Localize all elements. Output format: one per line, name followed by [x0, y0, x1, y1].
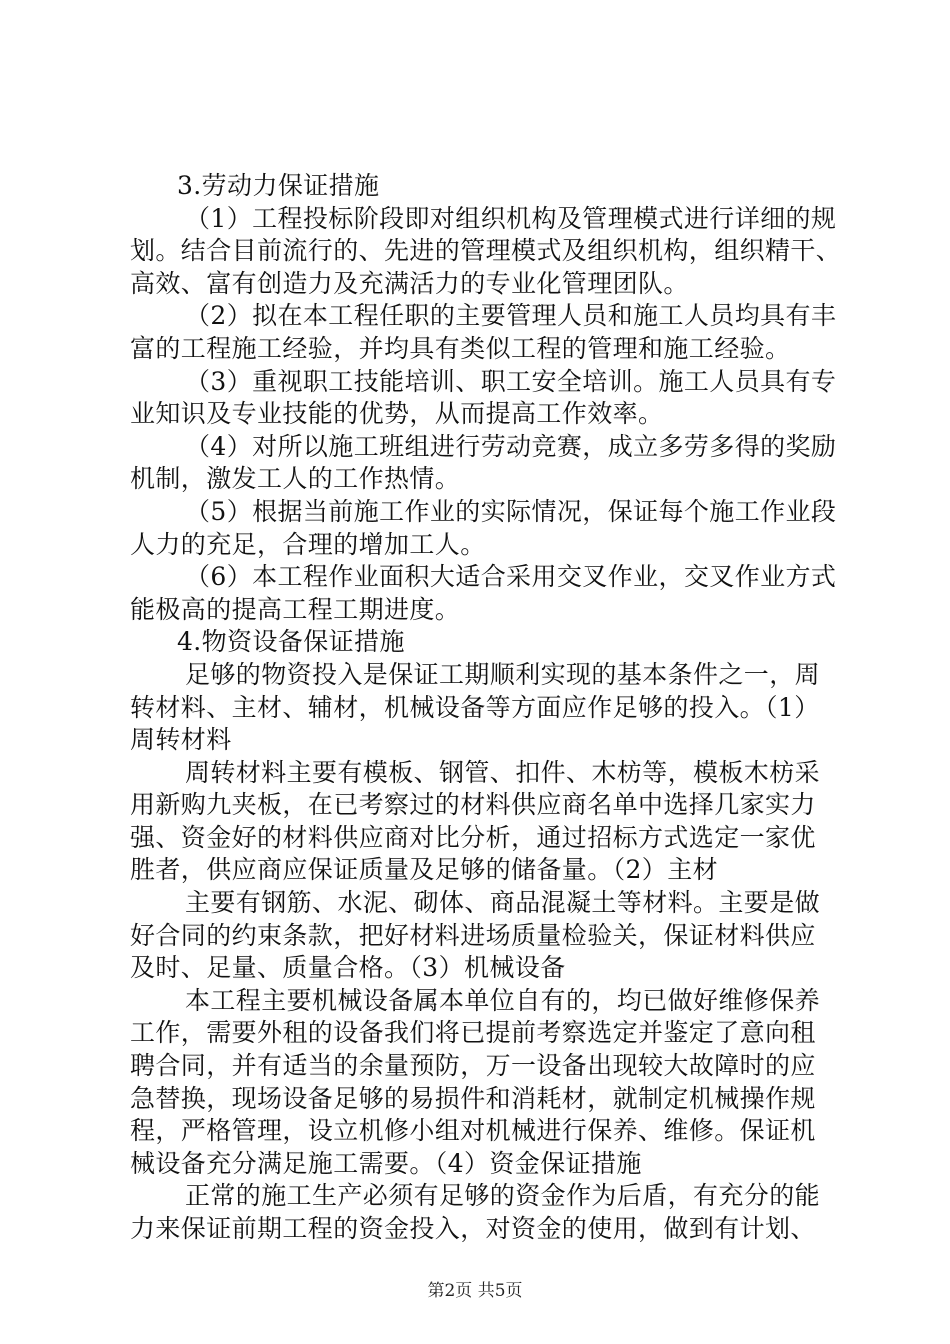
paragraph-line: 划。结合目前流行的、先进的管理模式及组织机构，组织精干、: [130, 236, 842, 266]
paragraph-line: 胜者，供应商应保证质量及足够的储备量。（2）主材: [130, 855, 719, 885]
paragraph-line: （5）根据当前施工作业的实际情况，保证每个施工作业段: [185, 496, 837, 526]
paragraph-line: 及时、足量、质量合格。（3）机械设备: [130, 953, 566, 983]
paragraph-line: 急替换，现场设备足够的易损件和消耗材，就制定机械操作规: [130, 1083, 816, 1113]
paragraph-line: 周转材料主要有模板、钢管、扣件、木枋等，模板木枋采: [185, 757, 821, 787]
section-heading: 4.物资设备保证措施: [177, 627, 405, 657]
paragraph-line: 转材料、主材、辅材，机械设备等方面应作足够的投入。（1）: [130, 692, 820, 722]
paragraph-line: 主要有钢筋、水泥、砌体、商品混凝土等材料。主要是做: [185, 888, 821, 918]
paragraph-line: 富的工程施工经验，并均具有类似工程的管理和施工经验。: [130, 333, 791, 363]
paragraph-line: （3）重视职工技能培训、职工安全培训。施工人员具有专: [185, 366, 837, 396]
page-footer: 第2页 共5页: [427, 1281, 523, 1301]
paragraph-line: 聘合同，并有适当的余量预防，万一设备出现较大故障时的应: [130, 1051, 816, 1081]
paragraph-line: （6）本工程作业面积大适合采用交叉作业，交叉作业方式: [185, 562, 837, 592]
paragraph-line: 本工程主要机械设备属本单位自有的，均已做好维修保养: [185, 985, 821, 1015]
paragraph-line: 人力的充足，合理的增加工人。: [130, 529, 486, 559]
paragraph-line: （1）工程投标阶段即对组织机构及管理模式进行详细的规: [185, 203, 837, 233]
paragraph-line: 强、资金好的材料供应商对比分析，通过招标方式选定一家优: [130, 822, 816, 852]
paragraph-line: 高效、富有创造力及充满活力的专业化管理团队。: [130, 268, 689, 298]
paragraph-line: 械设备充分满足施工需要。（4）资金保证措施: [130, 1148, 642, 1178]
paragraph-line: 足够的物资投入是保证工期顺利实现的基本条件之一，周: [185, 659, 821, 689]
document-body: [130, 170, 842, 1246]
paragraph-line: 好合同的约束条款，把好材料进场质量检验关，保证材料供应: [130, 920, 816, 950]
section-heading: 3.劳动力保证措施: [177, 171, 380, 200]
paragraph-line: （4）对所以施工班组进行劳动竞赛，成立多劳多得的奖励: [185, 431, 837, 461]
paragraph-line: 力来保证前期工程的资金投入，对资金的使用，做到有计划、: [130, 1214, 816, 1243]
paragraph-line: 业知识及专业技能的优势，从而提高工作效率。: [130, 399, 664, 429]
paragraph-line: 机制，激发工人的工作热情。: [130, 464, 461, 494]
paragraph-line: （2）拟在本工程任职的主要管理人员和施工人员均具有丰: [185, 301, 837, 331]
paragraph-line: 程，严格管理，设立机修小组对机械进行保养、维修。保证机: [130, 1116, 816, 1146]
paragraph-line: 正常的施工生产必须有足够的资金作为后盾，有充分的能: [185, 1181, 821, 1211]
paragraph-line: 能极高的提高工程工期进度。: [130, 594, 461, 624]
paragraph-line: 用新购九夹板，在已考察过的材料供应商名单中选择几家实力: [130, 790, 816, 820]
paragraph-line: 工作，需要外租的设备我们将已提前考察选定并鉴定了意向租: [130, 1018, 816, 1048]
paragraph-line: 周转材料: [130, 725, 232, 755]
